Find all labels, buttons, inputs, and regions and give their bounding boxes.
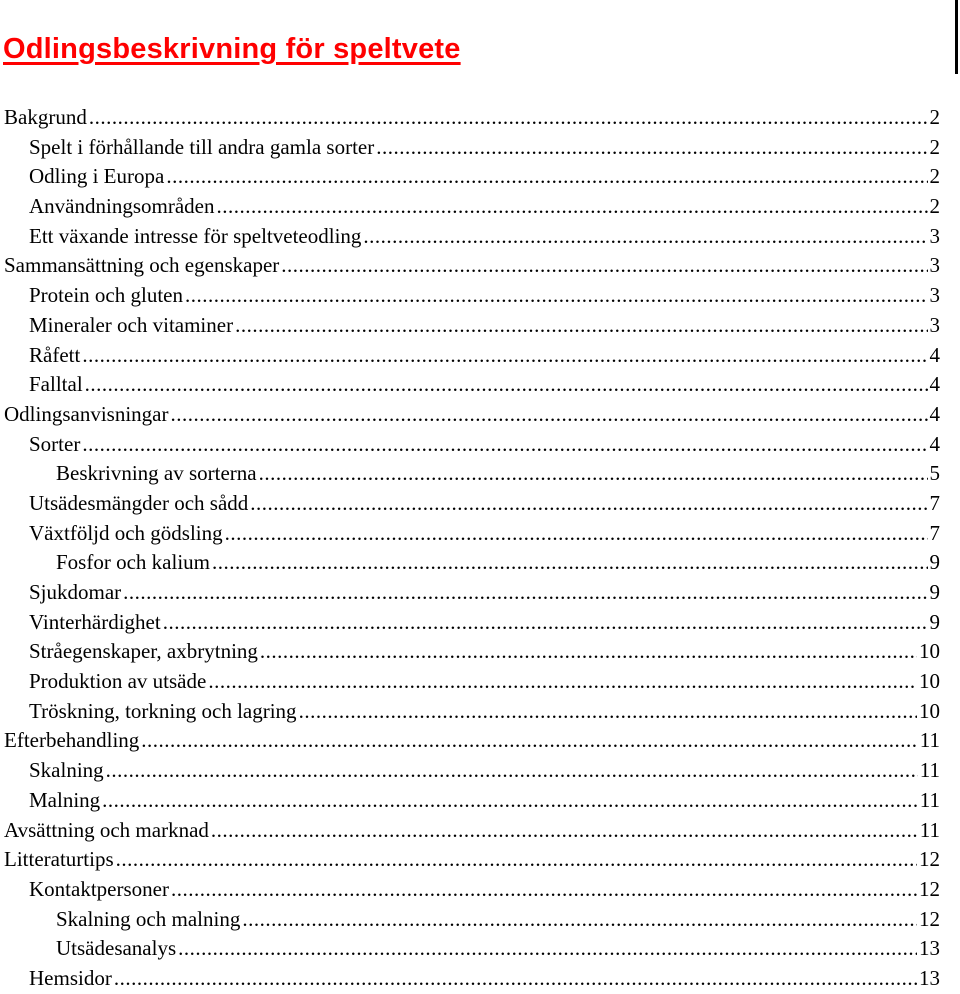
toc-entry-page-number: 2 bbox=[929, 194, 940, 219]
toc-entry[interactable] bbox=[0, 608, 940, 638]
toc-entry[interactable] bbox=[0, 637, 940, 667]
toc-entry-page-number: 10 bbox=[919, 639, 940, 664]
toc-entry-page-number: 4 bbox=[929, 342, 940, 367]
toc-entry-label: Ett växande intresse för speltveteodling bbox=[29, 222, 361, 252]
toc-entry-page-number: 3 bbox=[929, 253, 940, 278]
toc-entry-label: Sjukdomar bbox=[29, 578, 121, 608]
toc-entry[interactable] bbox=[0, 816, 940, 846]
toc-dot-leader bbox=[141, 726, 917, 756]
toc-entry-label: Tröskning, torkning och lagring bbox=[29, 697, 297, 727]
document-title: Odlingsbeskrivning för speltvete bbox=[3, 33, 461, 65]
toc-dot-leader bbox=[212, 548, 928, 578]
toc-entry-page-number: 2 bbox=[929, 164, 940, 189]
toc-entry[interactable] bbox=[0, 162, 940, 192]
toc-entry-page-number: 4 bbox=[929, 431, 940, 456]
toc-entry[interactable] bbox=[0, 103, 940, 133]
toc-dot-leader bbox=[106, 756, 918, 786]
toc-dot-leader bbox=[299, 697, 917, 727]
toc-entry[interactable] bbox=[0, 370, 940, 400]
toc-dot-leader bbox=[171, 875, 917, 905]
toc-dot-leader bbox=[123, 578, 927, 608]
toc-entry-label: Hemsidor bbox=[29, 964, 112, 994]
toc-dot-leader bbox=[211, 816, 918, 846]
toc-entry[interactable] bbox=[0, 934, 940, 964]
toc-dot-leader bbox=[208, 667, 917, 697]
toc-entry-label: Fosfor och kalium bbox=[56, 548, 210, 578]
toc-entry-label: Odlingsanvisningar bbox=[4, 400, 168, 430]
toc-dot-leader bbox=[89, 103, 928, 133]
toc-entry-page-number: 11 bbox=[919, 728, 940, 753]
toc-entry[interactable] bbox=[0, 489, 940, 519]
toc-entry-label: Skalning och malning bbox=[56, 905, 240, 935]
toc-entry-label: Avsättning och marknad bbox=[4, 816, 209, 846]
toc-dot-leader bbox=[281, 251, 927, 281]
toc-dot-leader bbox=[363, 222, 927, 252]
toc-dot-leader bbox=[85, 370, 928, 400]
toc-entry[interactable] bbox=[0, 251, 940, 281]
toc-entry-page-number: 2 bbox=[929, 134, 940, 159]
toc-dot-leader bbox=[178, 934, 917, 964]
toc-dot-leader bbox=[216, 192, 927, 222]
toc-entry[interactable] bbox=[0, 845, 940, 875]
toc-entry-label: Vinterhärdighet bbox=[29, 608, 161, 638]
toc-entry[interactable] bbox=[0, 578, 940, 608]
toc-entry-page-number: 9 bbox=[929, 580, 940, 604]
toc-entry[interactable] bbox=[0, 192, 940, 222]
toc-entry[interactable] bbox=[0, 222, 940, 252]
toc-entry-page-number: 3 bbox=[929, 223, 940, 248]
toc-entry[interactable] bbox=[0, 311, 940, 341]
toc-entry-label: Odling i Europa bbox=[29, 162, 164, 192]
toc-entry-label: Bakgrund bbox=[4, 103, 87, 133]
toc-entry-label: Protein och gluten bbox=[29, 281, 183, 311]
toc-entry[interactable] bbox=[0, 667, 940, 697]
toc-entry[interactable] bbox=[0, 756, 940, 786]
toc-entry-page-number: 4 bbox=[929, 372, 940, 397]
toc-entry-label: Utsädesmängder och sådd bbox=[29, 489, 248, 519]
toc-entry-page-number: 13 bbox=[919, 965, 940, 990]
toc-entry-page-number: 12 bbox=[919, 847, 940, 872]
toc-dot-leader bbox=[170, 400, 927, 430]
toc-entry-page-number: 12 bbox=[919, 876, 940, 901]
toc-entry-label: Sorter bbox=[29, 430, 80, 460]
toc-entry-label: Kontaktpersoner bbox=[29, 875, 169, 905]
toc-entry-label: Användningsområden bbox=[29, 192, 214, 222]
toc-entry[interactable] bbox=[0, 697, 940, 727]
toc-entry-label: Produktion av utsäde bbox=[29, 667, 206, 697]
toc-entry[interactable] bbox=[0, 519, 940, 549]
toc-entry[interactable] bbox=[0, 964, 940, 994]
toc-dot-leader bbox=[185, 281, 928, 311]
toc-entry[interactable] bbox=[0, 400, 940, 430]
toc-entry-label: Utsädesanalys bbox=[56, 934, 176, 964]
toc-entry-label: Växtföljd och gödsling bbox=[29, 519, 223, 549]
toc-dot-leader bbox=[82, 341, 927, 371]
toc-entry-label: Råfett bbox=[29, 341, 80, 371]
toc-entry-page-number: 9 bbox=[929, 609, 940, 634]
toc-entry-page-number: 11 bbox=[919, 817, 940, 842]
toc-dot-leader bbox=[102, 786, 918, 816]
toc-dot-leader bbox=[116, 845, 917, 875]
toc-entry-label: Litteraturtips bbox=[4, 845, 114, 875]
toc-entry[interactable] bbox=[0, 875, 940, 905]
toc-entry[interactable] bbox=[0, 430, 940, 460]
toc-dot-leader bbox=[225, 519, 928, 549]
toc-entry[interactable] bbox=[0, 459, 940, 489]
toc-entry[interactable] bbox=[0, 786, 940, 816]
toc-dot-leader bbox=[260, 637, 917, 667]
toc-entry[interactable] bbox=[0, 726, 940, 756]
toc-entry-page-number: 5 bbox=[929, 461, 940, 486]
toc-entry-page-number: 11 bbox=[919, 758, 940, 783]
toc-entry[interactable] bbox=[0, 133, 940, 163]
toc-entry-label: Spelt i förhållande till andra gamla sorter bbox=[29, 133, 374, 163]
toc-dot-leader bbox=[242, 905, 917, 935]
toc-entry-label: Skalning bbox=[29, 756, 104, 786]
toc-entry-page-number: 7 bbox=[929, 520, 940, 545]
toc-entry[interactable] bbox=[0, 905, 940, 935]
toc-entry-page-number: 12 bbox=[919, 906, 940, 931]
toc-entry-label: Efterbehandling bbox=[4, 726, 139, 756]
toc-entry-label: Beskrivning av sorterna bbox=[56, 459, 257, 489]
toc-entry[interactable] bbox=[0, 341, 940, 371]
toc-entry-label: Mineraler och vitaminer bbox=[29, 311, 233, 341]
toc-dot-leader bbox=[82, 430, 927, 460]
table-of-contents bbox=[0, 103, 940, 994]
toc-dot-leader bbox=[163, 608, 928, 638]
toc-dot-leader bbox=[250, 489, 927, 519]
toc-entry-page-number: 3 bbox=[929, 283, 940, 308]
toc-entry-label: Stråegenskaper, axbrytning bbox=[29, 637, 258, 667]
toc-dot-leader bbox=[259, 459, 928, 489]
toc-entry[interactable] bbox=[0, 548, 940, 578]
toc-entry-label: Malning bbox=[29, 786, 100, 816]
toc-entry-page-number: 3 bbox=[929, 312, 940, 337]
toc-entry-label: Sammansättning och egenskaper bbox=[4, 251, 279, 281]
toc-entry-label: Falltal bbox=[29, 370, 83, 400]
toc-entry-page-number: 10 bbox=[919, 698, 940, 723]
page-edge-line bbox=[955, 0, 958, 74]
toc-entry-page-number: 2 bbox=[929, 105, 940, 129]
toc-entry-page-number: 13 bbox=[919, 936, 940, 961]
toc-entry-page-number: 11 bbox=[919, 787, 940, 812]
toc-entry-page-number: 9 bbox=[929, 550, 940, 575]
toc-dot-leader bbox=[376, 133, 927, 163]
toc-entry-page-number: 10 bbox=[919, 669, 940, 694]
toc-entry[interactable] bbox=[0, 281, 940, 311]
toc-dot-leader bbox=[114, 964, 917, 994]
toc-dot-leader bbox=[235, 311, 927, 341]
toc-entry-page-number: 7 bbox=[929, 490, 940, 515]
toc-entry-page-number: 4 bbox=[929, 401, 940, 426]
toc-dot-leader bbox=[166, 162, 927, 192]
